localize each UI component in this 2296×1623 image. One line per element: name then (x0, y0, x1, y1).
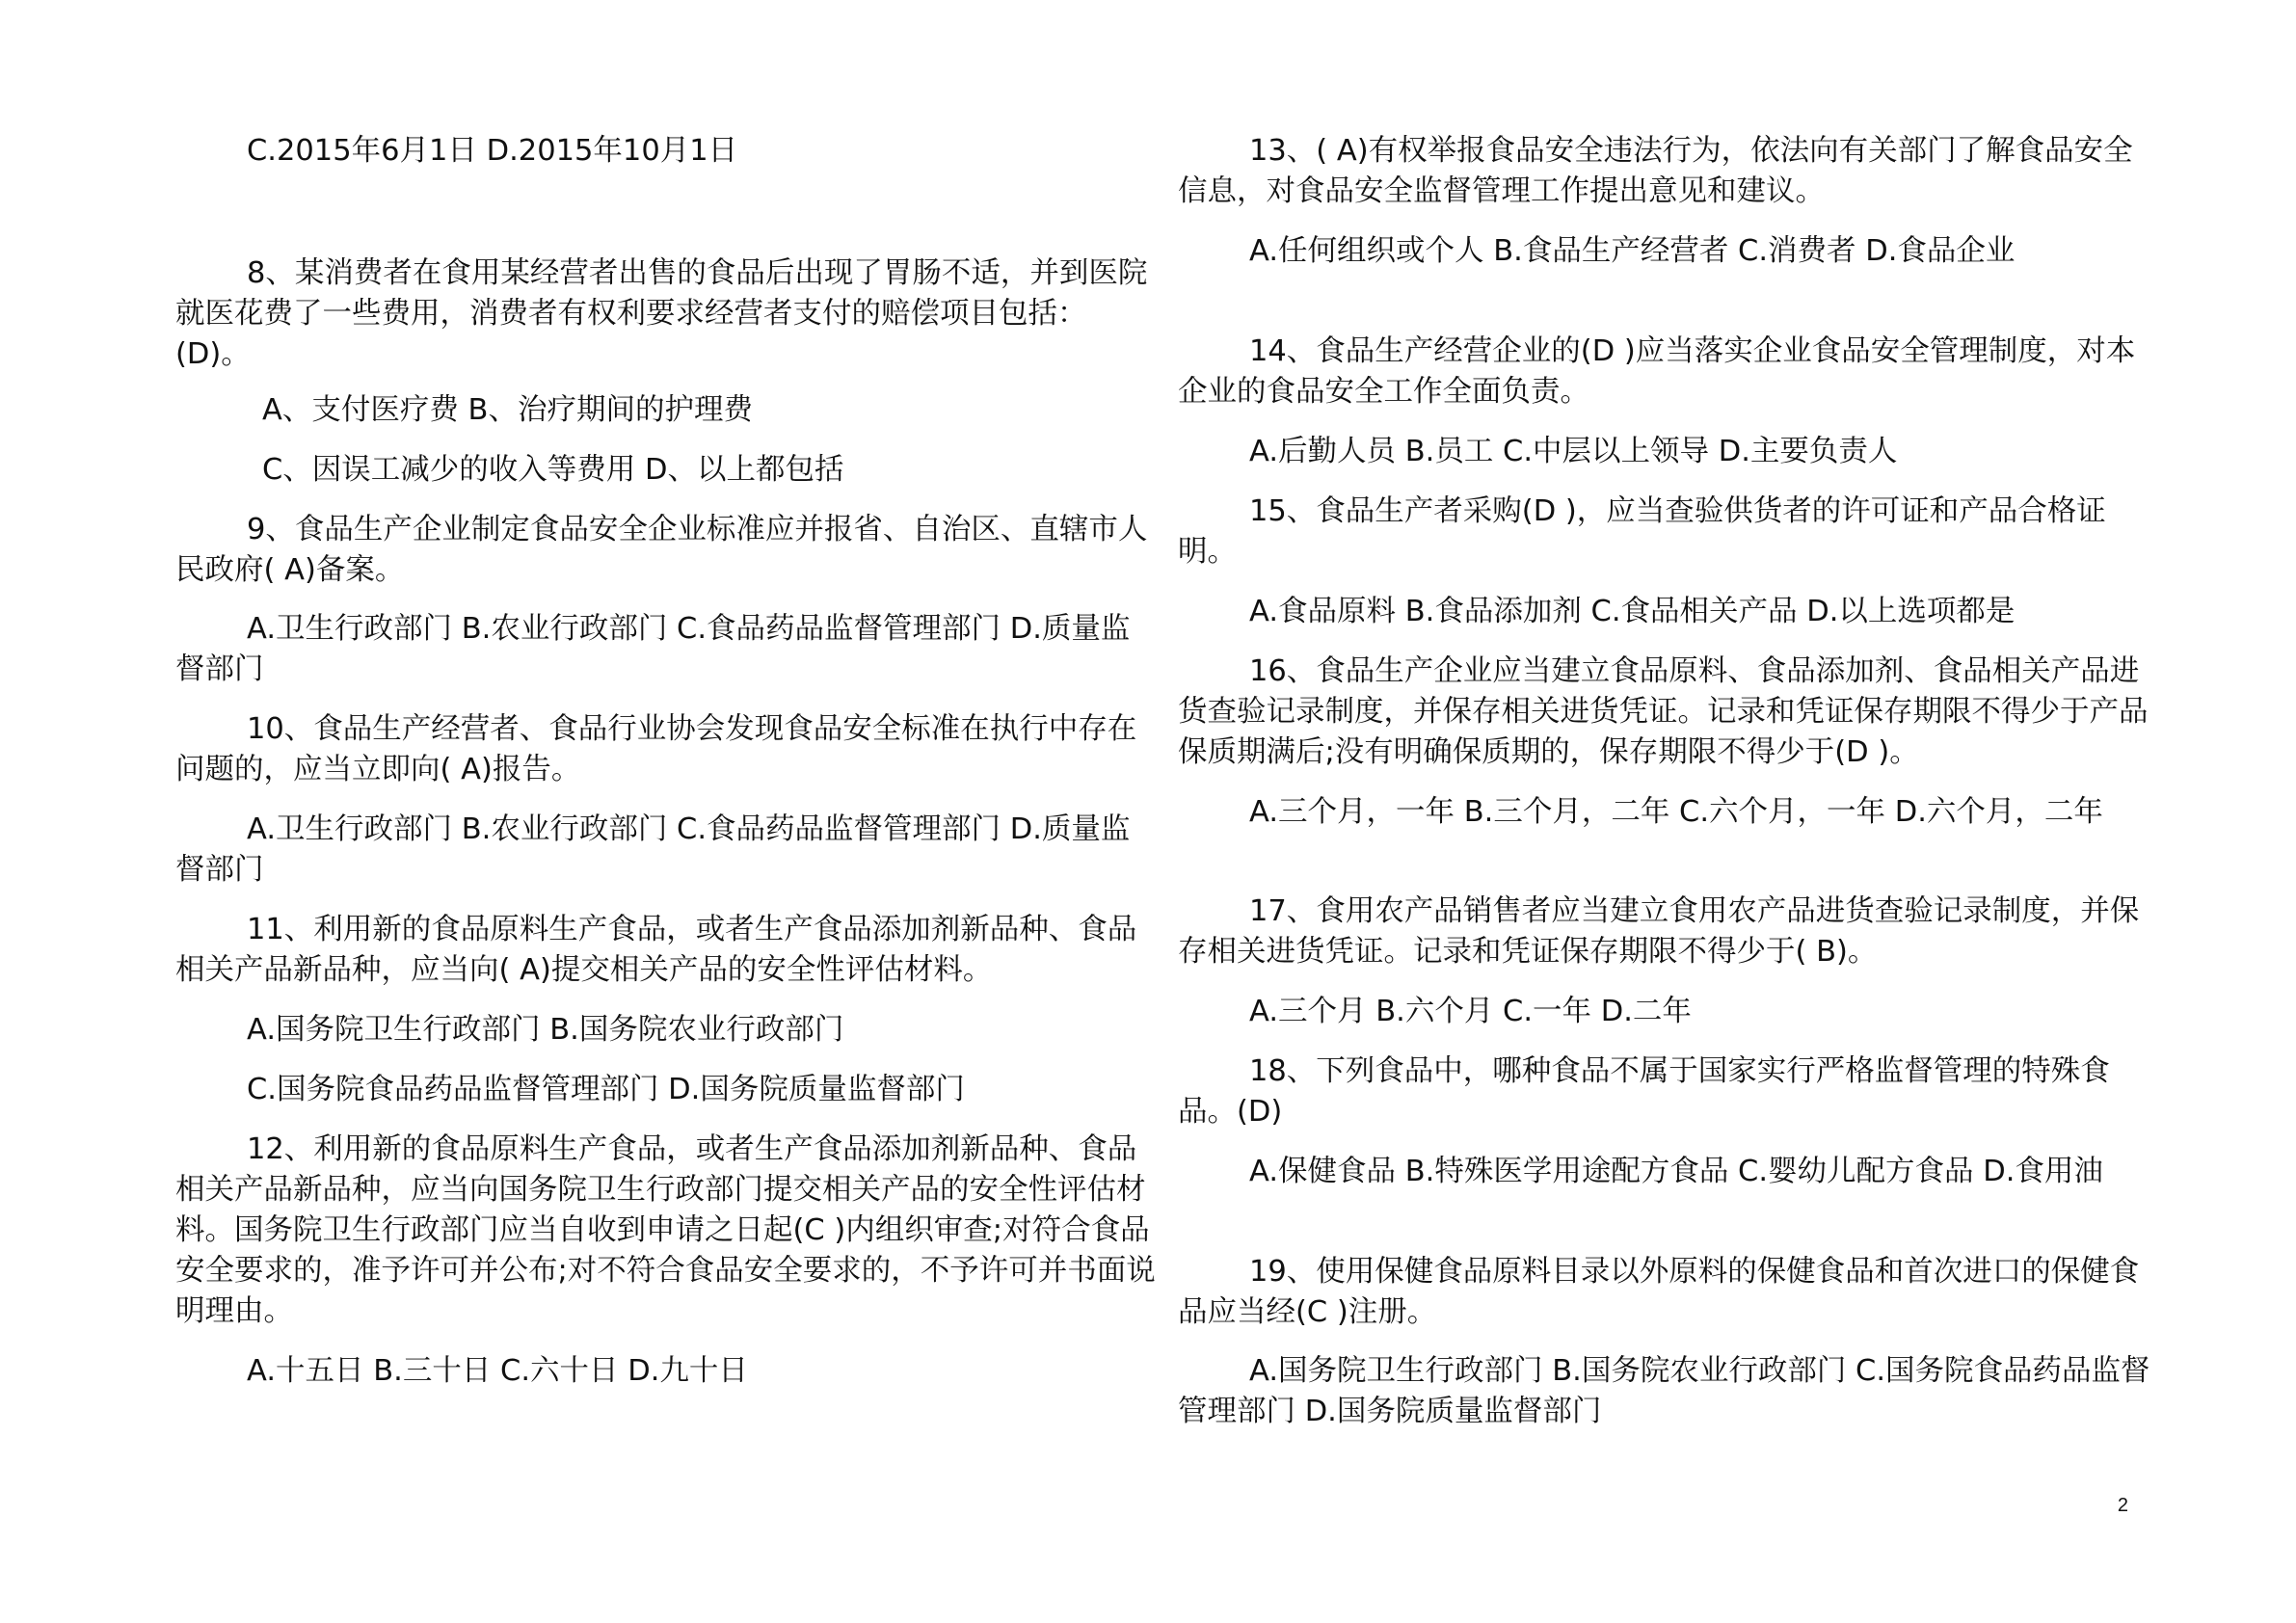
page-number: 2 (2117, 1495, 2128, 1516)
q13-options: A.任何组织或个人 B.食品生产经营者 C.消费者 D.食品企业 (1249, 234, 2016, 268)
q8-stem: 8、某消费者在食用某经营者出售的食品后出现了胃肠不适，并到医院就医花费了一些费用，消费者有权利要求经营者支付的赔偿项目包括：(D)。 (175, 256, 1148, 371)
q10-stem: 10、食品生产经营者、食品行业协会发现食品安全标准在执行中存在问题的，应当立即向( A)报告。 (175, 712, 1137, 786)
q16-stem: 16、食品生产企业应当建立食品原料、食品添加剂、食品相关产品进货查验记录制度，并保存相关进货凭证。记录和凭证保存期限不得少于产品保质期满后;没有明确保质期的，保存期限不得少于(D )。 (1178, 654, 2149, 769)
q12-options: A.十五日 B.三十日 C.六十日 D.九十日 (247, 1354, 748, 1388)
q11-stem: 11、利用新的食品原料生产食品，或者生产食品添加剂新品种、食品相关产品新品种，应当向( A)提交相关产品的安全性评估材料。 (175, 913, 1137, 987)
q8-options-ab: A、支付医疗费 B、治疗期间的护理费 (262, 393, 753, 427)
q19-stem: 19、使用保健食品原料目录以外原料的保健食品和首次进口的保健食品应当经(C )注册。 (1178, 1255, 2140, 1329)
q17-stem: 17、食用农产品销售者应当建立食用农产品进货查验记录制度，并保存相关进货凭证。记录和凭证保存期限不得少于( B)。 (1178, 894, 2140, 969)
q14-options: A.后勤人员 B.员工 C.中层以上领导 D.主要负责人 (1249, 435, 1898, 468)
q7-options-cd: C.2015年6月1日 D.2015年10月1日 (247, 134, 738, 168)
q18-options: A.保健食品 B.特殊医学用途配方食品 C.婴幼儿配方食品 D.食用油 (1249, 1155, 2103, 1188)
q9-stem: 9、食品生产企业制定食品安全企业标准应并报省、自治区、直辖市人民政府( A)备案。 (175, 513, 1148, 587)
q16-options: A.三个月，一年 B.三个月，二年 C.六个月，一年 D.六个月，二年 (1249, 795, 2103, 829)
q19-options: A.国务院卫生行政部门 B.国务院农业行政部门 C.国务院食品药品监督管理部门 D.国务院质量监督部门 (1178, 1354, 2150, 1428)
q15-stem: 15、食品生产者采购(D )，应当查验供货者的许可证和产品合格证明。 (1178, 494, 2106, 569)
q8-options-cd: C、因误工减少的收入等费用 D、以上都包括 (262, 453, 844, 487)
q12-stem: 12、利用新的食品原料生产食品，或者生产食品添加剂新品种、食品相关产品新品种，应当向国务院卫生行政部门提交相关产品的安全性评估材料。国务院卫生行政部门应当自收到申请之日起(C )内组织审查;对符合食品安全要求的，准予许可并公布;对不符合食品安全要求的，不予许可并书面说明理由。 (175, 1132, 1156, 1328)
q13-stem: 13、( A)有权举报食品安全违法行为，依法向有关部门了解食品安全信息，对食品安全监督管理工作提出意见和建议。 (1178, 134, 2133, 208)
q11-options-ab: A.国务院卫生行政部门 B.国务院农业行政部门 (247, 1013, 844, 1047)
q10-options: A.卫生行政部门 B.农业行政部门 C.食品药品监督管理部门 D.质量监督部门 (175, 812, 1131, 887)
q11-options-cd: C.国务院食品药品监督管理部门 D.国务院质量监督部门 (247, 1073, 965, 1106)
q9-options: A.卫生行政部门 B.农业行政部门 C.食品药品监督管理部门 D.质量监督部门 (175, 612, 1131, 686)
q17-options: A.三个月 B.六个月 C.一年 D.二年 (1249, 995, 1692, 1028)
q18-stem: 18、下列食品中，哪种食品不属于国家实行严格监督管理的特殊食品。(D) (1178, 1054, 2110, 1129)
q14-stem: 14、食品生产经营企业的(D )应当落实企业食品安全管理制度，对本企业的食品安全工作全面负责。 (1178, 334, 2136, 409)
q15-options: A.食品原料 B.食品添加剂 C.食品相关产品 D.以上选项都是 (1249, 595, 2016, 628)
